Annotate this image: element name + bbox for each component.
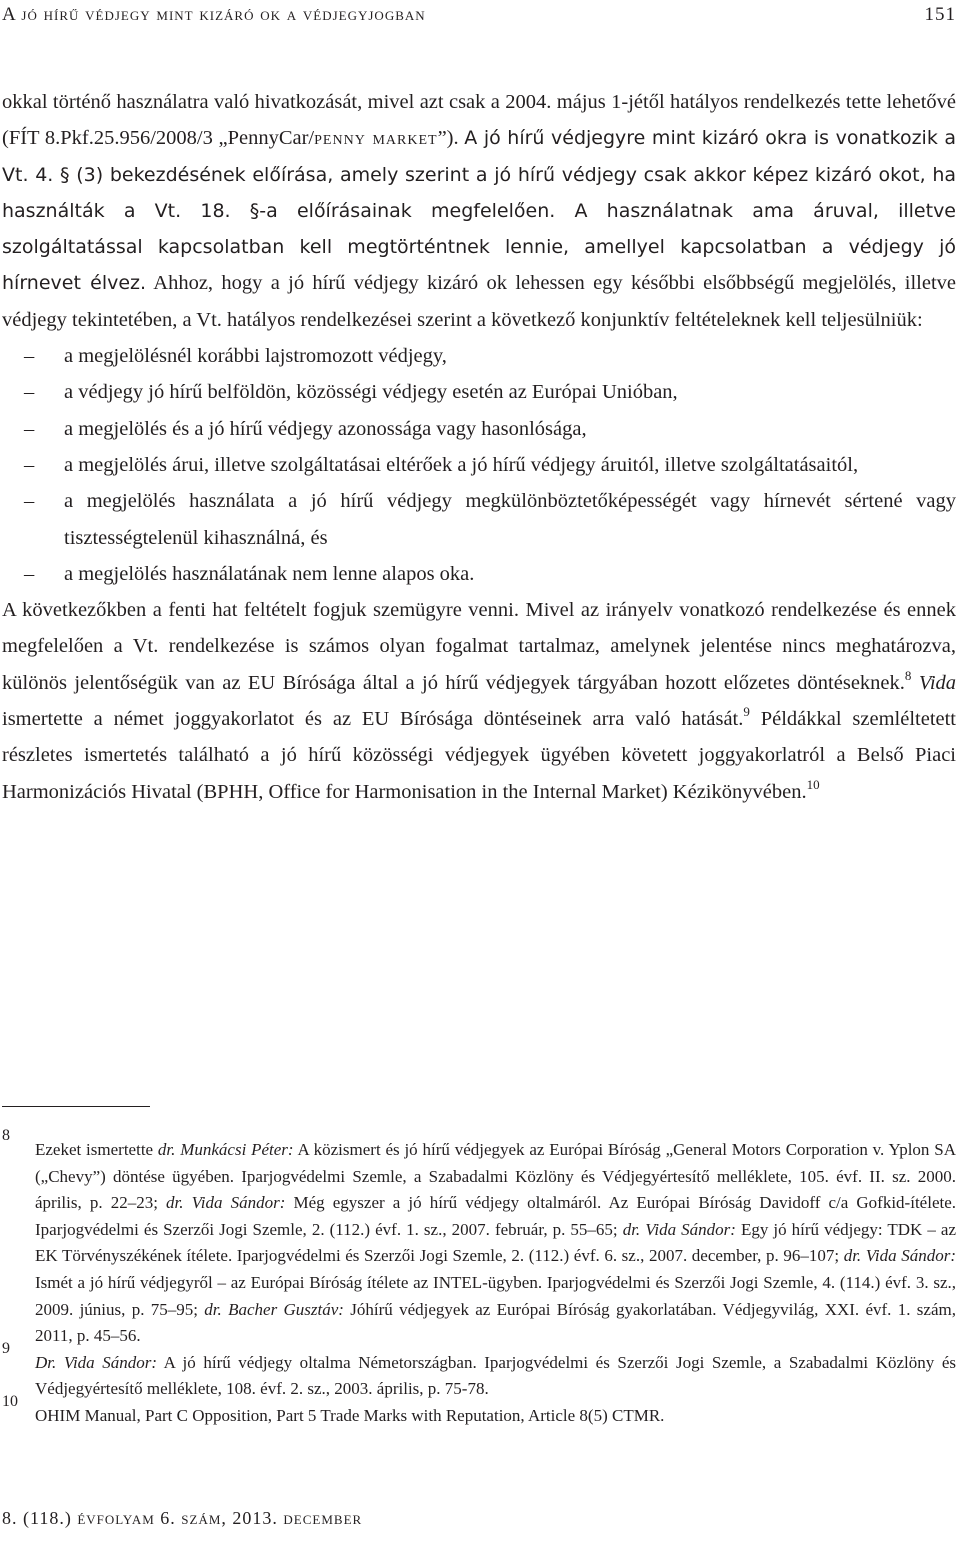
footnote-8 [2,1127,957,1350]
list-item [2,447,956,483]
footnote-ref-10[interactable]: 10 [806,776,820,792]
footnote-text: Ezeket ismertette [35,1140,158,1159]
list-item [2,483,956,556]
author-name: Dr. Vida Sándor: [35,1352,158,1372]
list-item [2,374,956,410]
sans-paragraph-text: A jó hírű védjegyre mint kizáró okra is vonatkozik a Vt. 4. § (3) bekezdésének előírása, amely szerint a jó hírű védjegy csak akkor képez kizáró okot, ha használták a Vt. 18. §-a előírásainak megfelelően. A használatnak ama áruval, illetve szolgáltatással kapcsolatban kell megtörténtnek lennie, amellyel kapcsolatban a védjegy jó hírnevet élvez. [2,127,957,295]
footnote-text: Egy jó hírű védjegy: TDK – az EK Törvényszékének ítélete. Iparjogvédelmi és Szerzői Jogi Szemle, 2. (112.) évf. 6. sz., 2007. december, p. 96–107; [35,1219,956,1266]
footnote-text: Jóhírű védjegyek az Európai Bíróság gyakorlatában. Védjegyvilág, XXI. évf. 1. szám, 2011, p. 45–56. [35,1299,956,1346]
small-caps-text: penny market [314,127,438,150]
dash-bullet: – [24,345,35,368]
running-head [2,4,956,28]
footnote-number: 8 [2,1127,10,1144]
paragraph-text: Ahhoz, hogy a jó hírű védjegy kizáró ok lehessen egy későbbi elsőbbségű megjelölés, illetve védjegy tekintetében, a Vt. hatályos rendelkezései szerint a következő konjunktív feltételeknek kell teljesülniük: [2,272,957,331]
dash-bullet: – [24,417,35,440]
author-name: dr. Vida Sándor: [622,1219,736,1239]
issue-footer: 8. (118.) évfolyam 6. szám, 2013. december [2,1508,363,1528]
footnote-number: 9 [2,1339,10,1357]
footnotes [2,1127,957,1430]
dash-bullet: – [24,490,35,513]
footnote-10 [2,1392,956,1430]
author-name: dr. Vida Sándor: [166,1193,286,1213]
footnote-ref-8[interactable]: 8 [904,667,912,683]
footnote-text: Még egyszer a jó hírű védjegy oltalmáról. Az Európai Bíróság Davidoff c/a Gofkid-ítélete. Iparjogvédelmi és Szerzői Jogi Szemle, 2. (112.) évf. 1. sz., 2007. február, p. 55–65; [35,1193,957,1239]
dash-bullet: – [24,453,35,476]
paragraph-text: okkal történő használatra való hivatkozását, mivel azt csak a 2004. május 1-jétől hatályos rendelkezés tette lehetővé (FÍT 8.Pkf.25.956/2008/3 „PennyCar/ [2,91,956,150]
conditions-list [2,338,956,592]
list-item [2,411,956,447]
paragraph-reference-use [2,84,956,338]
footnote-ref-9[interactable]: 9 [743,704,750,720]
dash-bullet: – [24,381,35,404]
list-item-text: a megjelölés és a jó hírű védjegy azonossága vagy hasonlósága, [64,417,587,440]
paragraph-text: Példákkal szemléltetett részletes ismertetés található a jó hírű közösségi védjegyek ügyében követett joggyakorlatról a Belső Piaci Harmonizációs Hivatal (BPHH, Office for Harmonisation in the Internal Market) Kézikönyvében. [2,708,956,803]
footnote-9 [2,1339,956,1403]
body-text [2,84,956,810]
list-item-text: a megjelölésnél korábbi lajstromozott védjegy, [64,345,447,368]
paragraph-text: ”). [437,127,459,150]
list-item-text: a megjelölés árui, illetve szolgáltatásai eltérőek a jó hírű védjegy áruitól, illetve szolgáltatásaitól, [64,453,859,476]
list-item [2,556,956,592]
footnote-text: A közismert és jó hírű védjegyek az Európai Bíróság „General Motors Corporation v. Yplon SA („Chevy”) döntése ügyében. Iparjogvédelmi Szemle, a Szabadalmi Közlöny és Védjegyértesítő melléklete, 105. évf. II. sz. 2000. április, p. 22–23; [35,1140,956,1213]
list-item-text: a védjegy jó hírű belföldön, közösségi védjegy esetén az Európai Unióban, [64,381,678,404]
footnote-text: A jó hírű védjegy oltalma Németországban. Iparjogvédelmi és Szerzői Jogi Szemle, a Szabadalmi Közlöny és Védjegyértesítő melléklete, 108. évf. 2. sz., 2003. április, p. 75-78. [35,1352,956,1399]
paragraph-conditions-review [2,592,956,810]
author-name: Vida [918,671,957,694]
running-head-title: A jó hírű védjegy mint kizáró ok a védjegyjogban [2,4,426,25]
paragraph-text: A következőkben a fenti hat feltételt fogjuk szemügyre venni. Mivel az irányelv vonatkozó rendelkezése és ennek megfelelően a Vt. rendelkezése is számos olyan fogalmat tartalmaz, amelynek jelentése nincs meghatározva, különös jelentőségük van az EU Bírósága által a jó hírű védjegyek tárgyában hozott előzetes döntéseknek. [2,599,956,694]
page-number: 151 [924,4,956,25]
author-name: dr. Bacher Gusztáv: [204,1299,344,1319]
dash-bullet: – [24,562,35,585]
list-item-text: a megjelölés használatának nem lenne alapos oka. [64,562,475,585]
footnote-separator [2,1106,150,1107]
list-item [2,338,956,374]
footnote-text: Ismét a jó hírű védjegyről – az Európai Bíróság ítélete az INTEL-ügyben. Iparjogvédelmi és Szerzői Jogi Szemle, 4. (114.) évf. 3. sz., 2009. június, p. 75–95; [35,1272,956,1319]
footnote-text: OHIM Manual, Part C Opposition, Part 5 Trade Marks with Reputation, Article 8(5) CTMR. [35,1405,665,1425]
author-name: dr. Vida Sándor: [843,1246,956,1266]
paragraph-text: ismertette a német joggyakorlatot és az EU Bírósága döntéseinek arra való hatását. [2,708,744,731]
list-item-text: a megjelölés használata a jó hírű védjegy megkülönböztetőképességét vagy hírnevét sértené vagy tisztességtelenül kihasználná, és [64,490,956,549]
author-name: dr. Munkácsi Péter: [157,1140,294,1159]
footnote-number: 10 [2,1392,18,1410]
